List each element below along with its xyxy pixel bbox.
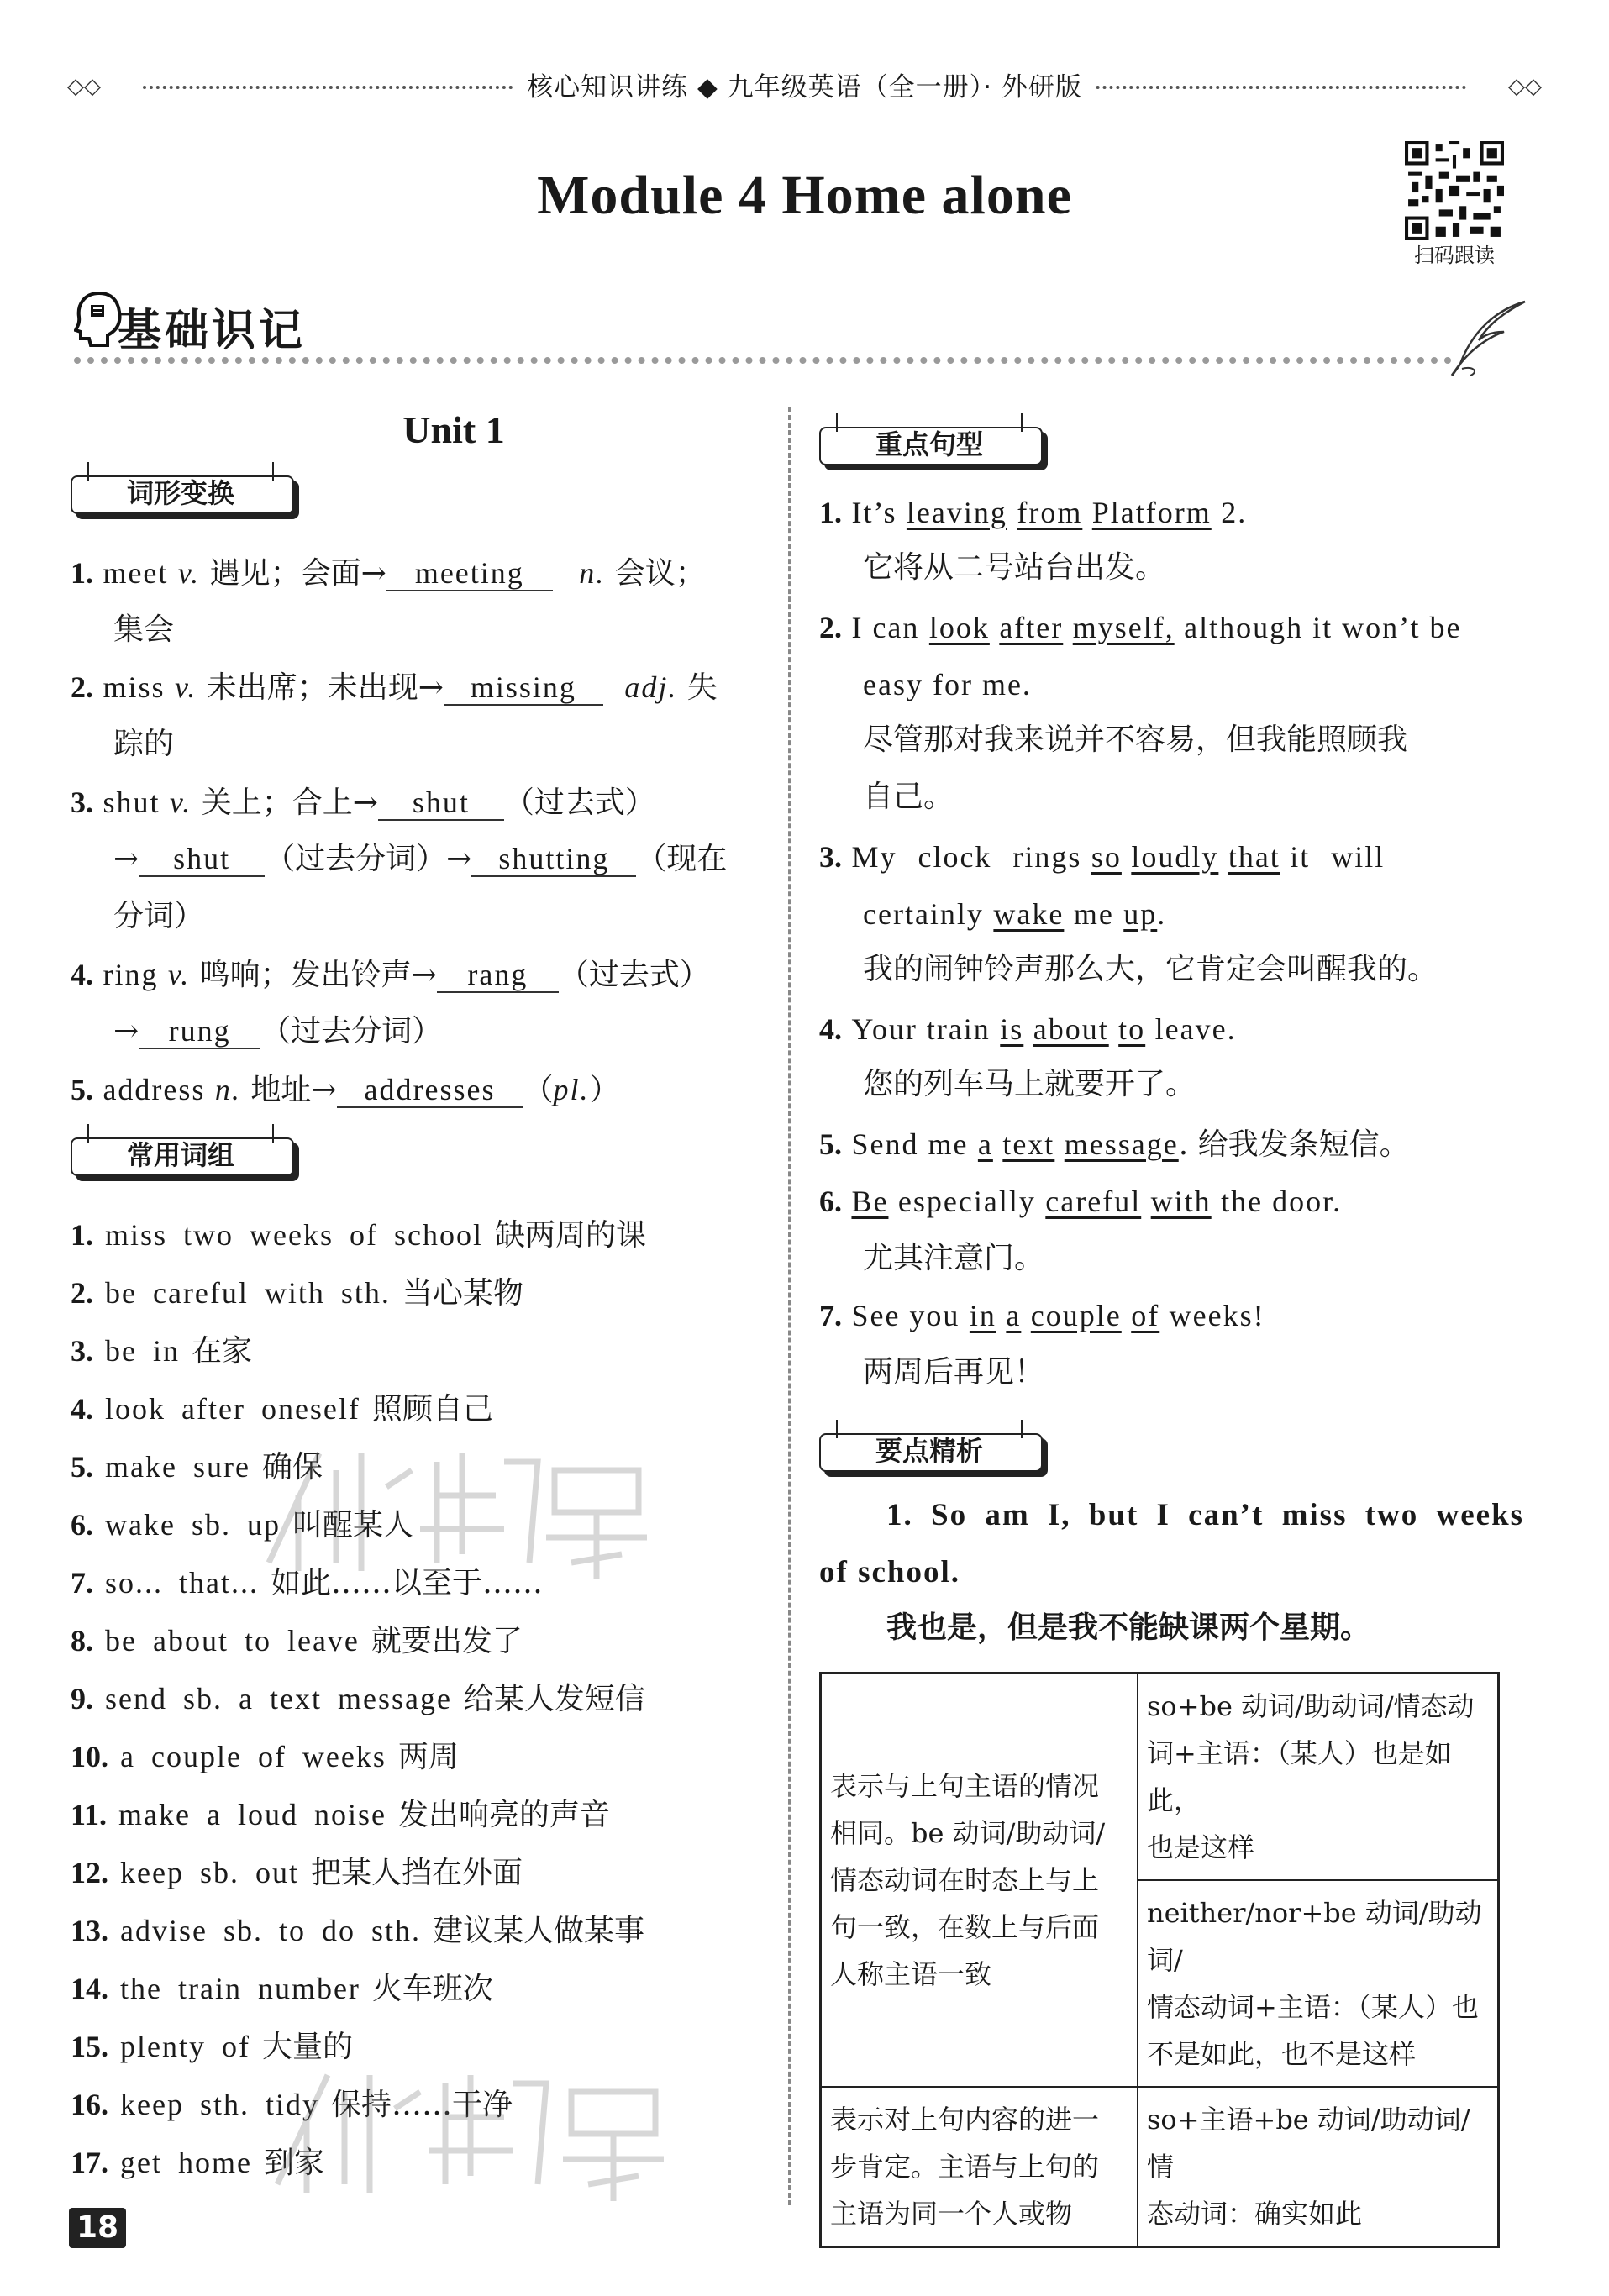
item-number: 16.: [71, 2088, 108, 2121]
table-cell: [1138, 2087, 1499, 2247]
cell-line: 表示对上句内容的进一: [830, 2104, 1100, 2136]
phrase-english: keep sb. out: [120, 1856, 299, 1889]
sentence-2-translation: 尽管那对我来说并不容易，但我能照顾我: [863, 722, 1408, 757]
item-number: 3.: [71, 1334, 93, 1368]
phrase-item: [71, 1794, 610, 1836]
word: ring: [103, 958, 159, 991]
sentence-text: It’s: [851, 496, 897, 529]
word-form-item-2-cont: 踪的: [113, 727, 175, 761]
phrase-item: [71, 1621, 523, 1662]
section-title: 基础识记: [118, 306, 307, 356]
item-number: 8.: [71, 1624, 93, 1658]
part-of-speech: v.: [169, 785, 192, 819]
phrase-item: [71, 1910, 644, 1952]
word: meet: [103, 556, 169, 590]
item-number: 5.: [71, 1073, 93, 1106]
column-divider: [788, 407, 791, 2205]
word-form-item-1: [71, 553, 706, 594]
cell-line: 词+主语：（某人）也是如此，: [1147, 1737, 1452, 1816]
phrase-english: advise sb. to do sth.: [120, 1914, 421, 1947]
word-form-item-1-cont: 集会: [113, 612, 175, 647]
item-number: 13.: [71, 1914, 108, 1947]
phrase-chinese: 大量的: [261, 2030, 353, 2064]
phrase-english: miss two weeks of school: [105, 1218, 483, 1252]
meaning: 关上；合上→: [201, 785, 378, 820]
key-word: myself,: [1072, 611, 1175, 644]
key-word: is: [1000, 1012, 1024, 1046]
item-number: 9.: [71, 1682, 93, 1715]
cell-line: 情态动词在时态上与上: [830, 1864, 1100, 1896]
sentence-text: Your train: [851, 1012, 991, 1046]
diamond-ornament-icon: ◇◇: [1508, 74, 1542, 99]
qr-label: 扫码跟读: [1414, 244, 1495, 267]
word-form-item-4: [71, 954, 710, 996]
sentence-text: 2.: [1221, 496, 1248, 529]
watermark-logo-icon: [252, 2041, 689, 2209]
phrase-item: [71, 1736, 459, 1778]
phrase-chinese: 到家: [263, 2146, 324, 2180]
part-of-speech: v.: [174, 670, 197, 704]
key-word: so: [1091, 840, 1122, 874]
page-number: 18: [69, 2208, 126, 2248]
item-number: 4.: [71, 958, 93, 991]
key-word: a: [977, 1127, 993, 1161]
cell-line: 情态动词+主语：（某人）也: [1147, 1991, 1479, 2023]
cell-line: 也是这样: [1147, 1831, 1255, 1863]
qr-code-icon[interactable]: [1405, 141, 1504, 240]
table-row: [821, 2087, 1499, 2247]
word-form-item-4-line2: [113, 1011, 442, 1052]
phrase-chinese: 两周: [397, 1740, 459, 1774]
phrase-chinese: 建议某人做某事: [433, 1914, 645, 1948]
table-cell: [1138, 1880, 1499, 2087]
word-form-item-3-line2: [113, 839, 727, 880]
tag-label: 重点句型: [875, 428, 983, 460]
sentence-2: [819, 607, 1461, 649]
key-word: that: [1228, 840, 1280, 874]
phrase-english: make a loud noise: [118, 1798, 386, 1831]
header-title: 核心知识讲练 ◆ 九年级英语（全一册）· 外研版: [67, 66, 1542, 103]
feather-quill-icon: [1445, 298, 1529, 378]
phrase-chinese: 火车班次: [371, 1972, 493, 2006]
phrase-chinese: 发出响亮的声音: [397, 1798, 610, 1832]
phrase-english: so... that...: [105, 1566, 259, 1600]
item-number: 6.: [71, 1508, 93, 1542]
phrase-chinese: 叫醒某人: [292, 1508, 413, 1542]
phrase-item: [71, 1968, 493, 2010]
phrase-english: a couple of weeks: [120, 1740, 386, 1773]
item-number: 4.: [71, 1392, 93, 1426]
key-word: in: [969, 1299, 996, 1332]
key-word: to: [1118, 1012, 1146, 1046]
cell-line: 表示与上句主语的情况: [830, 1770, 1100, 1802]
phrase-english: be in: [105, 1334, 180, 1368]
sentence-text: certainly: [863, 897, 984, 931]
key-word: with: [1150, 1185, 1212, 1218]
word: miss: [103, 670, 166, 704]
answer-blank: missing: [444, 670, 603, 706]
part-of-speech: adj.: [624, 670, 678, 704]
sentence-text: .: [1157, 897, 1167, 931]
key-word: Be: [851, 1185, 889, 1218]
answer-blank: meeting: [386, 556, 553, 591]
word: address: [103, 1073, 206, 1106]
answer-blank: addresses: [337, 1073, 523, 1108]
arrow: →: [113, 1014, 139, 1048]
sentence-2-translation-cont: 自己。: [863, 780, 954, 814]
item-number: 4.: [819, 1012, 842, 1046]
arrow: →: [113, 842, 139, 876]
phrase-english: be about to leave: [105, 1624, 360, 1658]
sentence-1-translation: 它将从二号站台出发。: [863, 550, 1166, 585]
word-form-item-5: [71, 1069, 620, 1111]
cell-line: so+主语+be 动词/助动词/情: [1147, 2104, 1470, 2183]
item-number: 5.: [71, 1450, 93, 1484]
tag-label: 要点精析: [875, 1435, 983, 1467]
phrase-english: be careful with sth.: [105, 1276, 391, 1310]
note: （现在: [636, 842, 728, 876]
sentence-text: me: [1073, 897, 1114, 931]
item-number: 2.: [71, 1276, 93, 1310]
sentence-4-translation: 您的列车马上就要开了。: [863, 1067, 1196, 1101]
item-number: 2.: [71, 670, 93, 704]
item-number: 1.: [71, 1218, 93, 1252]
sentence-3-translation: 我的闹钟铃声那么大，它肯定会叫醒我的。: [863, 952, 1438, 986]
item-number: 1.: [71, 556, 93, 590]
item-number: 7.: [819, 1299, 842, 1332]
head-brain-icon: [74, 290, 124, 349]
meaning: 未出席；未出现→: [206, 670, 444, 705]
phrase-chinese: 照顾自己: [371, 1392, 493, 1426]
part-of-speech: v.: [177, 556, 201, 590]
part-of-speech: n.: [579, 556, 606, 590]
sentence-translation: . 给我发条短信。: [1178, 1127, 1410, 1162]
item-number: 12.: [71, 1856, 108, 1889]
sentence-text: I can: [851, 611, 920, 644]
sentence-text: especially: [897, 1185, 1036, 1218]
item-number: 10.: [71, 1740, 108, 1773]
key-word: a: [1006, 1299, 1022, 1332]
phrase-chinese: 确保: [261, 1450, 323, 1484]
phrase-english: the train number: [120, 1972, 360, 2005]
cell-line: 相同。be 动词/助动词/: [830, 1817, 1106, 1849]
note: （过去分词）: [260, 1014, 443, 1048]
item-number: 14.: [71, 1972, 108, 2005]
tag-label: 词形变换: [126, 477, 234, 509]
word-form-item-2: [71, 667, 718, 708]
sentence-text: the door.: [1221, 1185, 1343, 1218]
phrase-english: wake sb. up: [105, 1508, 281, 1542]
phrase-english: look after oneself: [105, 1392, 360, 1426]
cell-line: 主语为同一个人或物: [830, 2198, 1073, 2230]
sentence-2-cont: easy for me.: [863, 668, 1032, 701]
watermark-logo-icon: [252, 1420, 655, 1588]
meaning: 遇见；会面→: [209, 556, 386, 591]
meaning: 地址→: [250, 1073, 337, 1107]
analysis-point-translation: 我也是，但是我不能缺课两个星期。: [886, 1610, 1371, 1645]
tag-label: 常用词组: [126, 1139, 234, 1171]
phrase-chinese: 在家: [191, 1334, 252, 1369]
answer-blank: shut: [378, 785, 504, 821]
sentence-3-cont: [863, 894, 1166, 935]
table-cell: [1138, 1673, 1499, 1881]
diamond-ornament-icon: ◇◇: [67, 74, 101, 99]
sentence-7-translation: 两周后再见！: [863, 1355, 1045, 1390]
phrase-item: [71, 1679, 645, 1720]
item-number: 3.: [819, 840, 842, 874]
sentence-4: [819, 1009, 1237, 1050]
item-number: 17.: [71, 2146, 108, 2179]
key-word: about: [1033, 1012, 1109, 1046]
module-title: Module 4 Home alone: [537, 165, 1072, 226]
cell-line: 人称主语一致: [830, 1958, 992, 1990]
meaning: 鸣响；发出铃声→: [199, 958, 437, 992]
item-number: 5.: [819, 1127, 842, 1161]
grammar-table: [819, 1672, 1500, 2248]
note: （过去式）: [558, 958, 710, 992]
sentence-text: See you: [851, 1299, 960, 1332]
phrase-item: [71, 1852, 523, 1894]
phrase-chinese: 缺两周的课: [494, 1218, 646, 1253]
key-word: look: [928, 611, 990, 644]
part-of-speech: n.: [214, 1073, 241, 1106]
phrase-item: [71, 1273, 523, 1314]
key-word: leaving: [906, 496, 1007, 529]
answer-blank: shut: [139, 842, 265, 877]
cell-line: 态动词：确实如此: [1147, 2198, 1363, 2230]
sentence-5: [819, 1124, 1410, 1165]
sentence-text: My clock rings: [851, 840, 1082, 874]
word-form-item-3: [71, 782, 655, 823]
word: shut: [103, 785, 160, 819]
table-cell: [821, 2087, 1138, 2247]
key-word: Platform: [1091, 496, 1212, 529]
key-word: loudly: [1131, 840, 1219, 874]
cell-line: 不是如此，也不是这样: [1147, 2038, 1417, 2070]
sentence-text: although it won’t be: [1184, 611, 1462, 644]
sentence-6-translation: 尤其注意门。: [863, 1241, 1045, 1275]
cell-line: so+be 动词/助动词/情态动: [1147, 1690, 1475, 1722]
item-number: 1.: [819, 496, 842, 529]
sentence-text: Send me: [851, 1127, 969, 1161]
phrase-english: plenty of: [120, 2030, 250, 2063]
meaning: 失: [686, 670, 718, 705]
meaning: 会议；: [614, 556, 706, 591]
word-form-item-3-cont: 分词）: [113, 899, 205, 933]
key-word: wake: [993, 897, 1065, 931]
phrase-chinese: 当心某物: [402, 1276, 523, 1311]
sentence-7: [819, 1295, 1265, 1337]
sentence-text: weeks!: [1169, 1299, 1265, 1332]
note: ）: [589, 1073, 620, 1107]
phrase-english: keep sth. tidy: [120, 2088, 319, 2121]
key-word: text: [1002, 1127, 1055, 1161]
sentence-text: it will: [1290, 840, 1386, 874]
answer-blank: rung: [139, 1014, 260, 1049]
phrase-english: make sure: [105, 1450, 250, 1484]
table-cell: [821, 1673, 1138, 2088]
key-word: of: [1131, 1299, 1160, 1332]
analysis-point-title: 1. So am I, but I can’t miss two weeks: [886, 1498, 1525, 1532]
sentence-1: [819, 492, 1247, 533]
key-word: careful: [1045, 1185, 1142, 1218]
item-number: 11.: [71, 1798, 108, 1831]
answer-blank: shutting: [471, 842, 636, 877]
phrase-chinese: 把某人挡在外面: [310, 1856, 523, 1890]
key-word: couple: [1030, 1299, 1122, 1332]
analysis-point-title-cont: of school.: [819, 1555, 960, 1589]
plural-abbr: pl.: [553, 1073, 590, 1106]
page-header: [67, 66, 1542, 108]
note: （过去式）: [503, 785, 655, 820]
sentence-text: leave.: [1154, 1012, 1237, 1046]
sentence-6: [819, 1181, 1342, 1222]
item-number: 7.: [71, 1566, 93, 1600]
phrase-chinese: 就要出发了: [371, 1624, 523, 1658]
phrase-chinese: 给某人发短信: [463, 1682, 645, 1716]
section-divider: [74, 357, 1452, 364]
cell-line: neither/nor+be 动词/助动词/: [1147, 1897, 1482, 1976]
phrase-item: [71, 1331, 252, 1372]
table-row: [821, 1673, 1499, 1881]
phrase-chinese: 如此……以至于……: [271, 1566, 544, 1600]
item-number: 15.: [71, 2030, 108, 2063]
item-number: 6.: [819, 1185, 842, 1218]
sentence-3: [819, 837, 1385, 878]
item-number: 2.: [819, 611, 842, 644]
key-word: up: [1123, 897, 1158, 931]
phrase-item: [71, 1215, 646, 1256]
key-word: message: [1064, 1127, 1179, 1161]
item-number: 3.: [71, 785, 93, 819]
answer-blank: rang: [437, 958, 559, 993]
note: （过去分词）→: [265, 842, 472, 876]
part-of-speech: v.: [167, 958, 191, 991]
key-word: after: [999, 611, 1064, 644]
unit-title: Unit 1: [402, 408, 505, 451]
phrase-chinese: 保持……干净: [330, 2088, 513, 2122]
note: （: [523, 1073, 554, 1107]
cell-line: 步肯定。主语与上句的: [830, 2151, 1100, 2183]
key-word: from: [1017, 496, 1083, 529]
phrase-english: get home: [120, 2146, 252, 2179]
phrase-english: send sb. a text message: [105, 1682, 452, 1715]
cell-line: 句一致，在数上与后面: [830, 1911, 1100, 1943]
